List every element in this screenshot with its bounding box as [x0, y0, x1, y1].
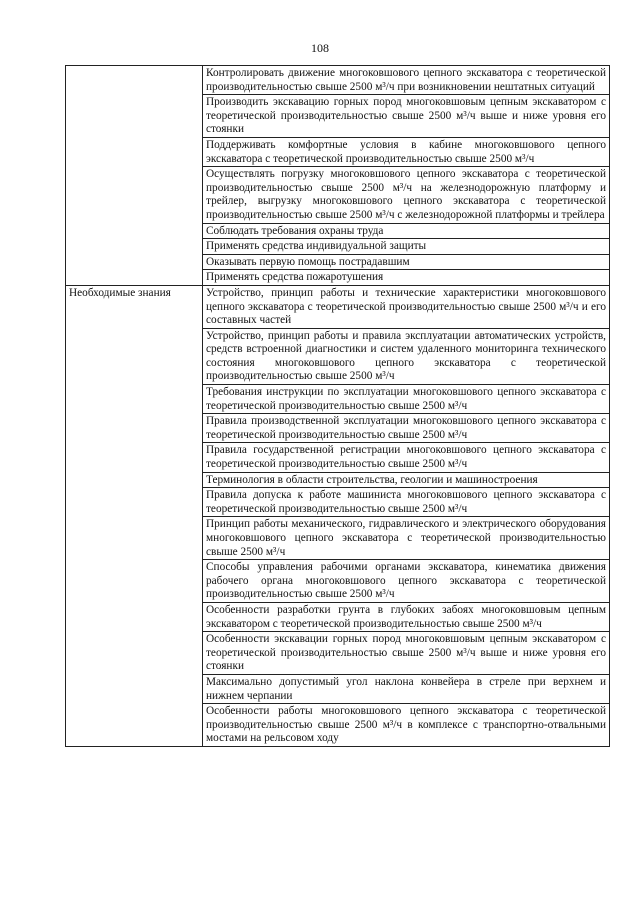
- knowledge-item: Максимально допустимый угол наклона конвейера в стреле при верхнем и нижнем черпании: [203, 674, 610, 703]
- skill-item: Осуществлять погрузку многоковшового цепного экскаватора с теоретической производительностью свыше 2500 м³/ч на железнодорожную платформу и трейлер, выгрузку многоковшового цепного экскаватора с теоретической производительностью свыше 2500 м³/ч с железнодорожной платформы и трейлера: [203, 167, 610, 223]
- skill-item: Контролировать движение многоковшового цепного экскаватора с теоретической производительностью свыше 2500 м³/ч при возникновении нештатных ситуаций: [203, 66, 610, 95]
- knowledge-item: Особенности экскавации горных пород многоковшовым цепным экскаватором с теоретической производительностью свыше 2500 м³/ч выше и ниже уровня его стоянки: [203, 632, 610, 675]
- knowledge-item: Терминология в области строительства, геологии и машиностроения: [203, 472, 610, 488]
- knowledge-item: Особенности работы многоковшового цепного экскаватора с теоретической производительностью свыше 2500 м³/ч в комплексе с транспортно-отвальными мостами на рельсовом ходу: [203, 704, 610, 747]
- knowledge-item: Способы управления рабочими органами экскаватора, кинематика движения рабочего органа многоковшового цепного экскаватора с теоретической производительностью свыше 2500 м³/ч: [203, 560, 610, 603]
- knowledge-item: Правила государственной регистрации многоковшового цепного экскаватора с теоретической производительностью свыше 2500 м³/ч: [203, 443, 610, 472]
- table-row: [66, 285, 610, 328]
- knowledge-item: Особенности разработки грунта в глубоких забоях многоковшовым цепным экскаватором с теоретической производительностью свыше 2500 м³/ч: [203, 602, 610, 631]
- skills-label-cell: [66, 66, 203, 286]
- table-row: [66, 66, 610, 95]
- knowledge-item: Правила производственной эксплуатации многоковшового цепного экскаватора с теоретической производительностью свыше 2500 м³/ч: [203, 414, 610, 443]
- knowledge-item: Устройство, принцип работы и технические характеристики многоковшового цепного экскаватора с теоретической производительностью свыше 2500 м³/ч и его составных частей: [203, 285, 610, 328]
- skill-item: Поддерживать комфортные условия в кабине многоковшового цепного экскаватора с теоретической производительностью свыше 2500 м³/ч: [203, 137, 610, 166]
- page-number: 108: [311, 41, 329, 55]
- knowledge-item: Принцип работы механического, гидравлического и электрического оборудования многоковшового цепного экскаватора с теоретической производительностью свыше 2500 м³/ч: [203, 517, 610, 560]
- skill-item: Применять средства индивидуальной защиты: [203, 239, 610, 255]
- skill-item: Оказывать первую помощь пострадавшим: [203, 254, 610, 270]
- skill-item: Производить экскавацию горных пород многоковшовым цепным экскаватором с теоретической производительностью свыше 2500 м³/ч выше и ниже уровня его стоянки: [203, 95, 610, 138]
- knowledge-label: Необходимые знания: [66, 285, 203, 746]
- skill-item: Применять средства пожаротушения: [203, 270, 610, 286]
- knowledge-item: Правила допуска к работе машиниста многоковшового цепного экскаватора с теоретической производительностью свыше 2500 м³/ч: [203, 488, 610, 517]
- knowledge-item: Устройство, принцип работы и правила эксплуатации автоматических устройств, средств встроенной диагностики и систем удаленного мониторинга технического состояния многоковшового цепного экскаватора с теоретической производительностью свыше 2500 м³/ч: [203, 328, 610, 384]
- requirements-table: [65, 65, 610, 747]
- skill-item: Соблюдать требования охраны труда: [203, 223, 610, 239]
- knowledge-item: Требования инструкции по эксплуатации многоковшового цепного экскаватора с теоретической производительностью свыше 2500 м³/ч: [203, 385, 610, 414]
